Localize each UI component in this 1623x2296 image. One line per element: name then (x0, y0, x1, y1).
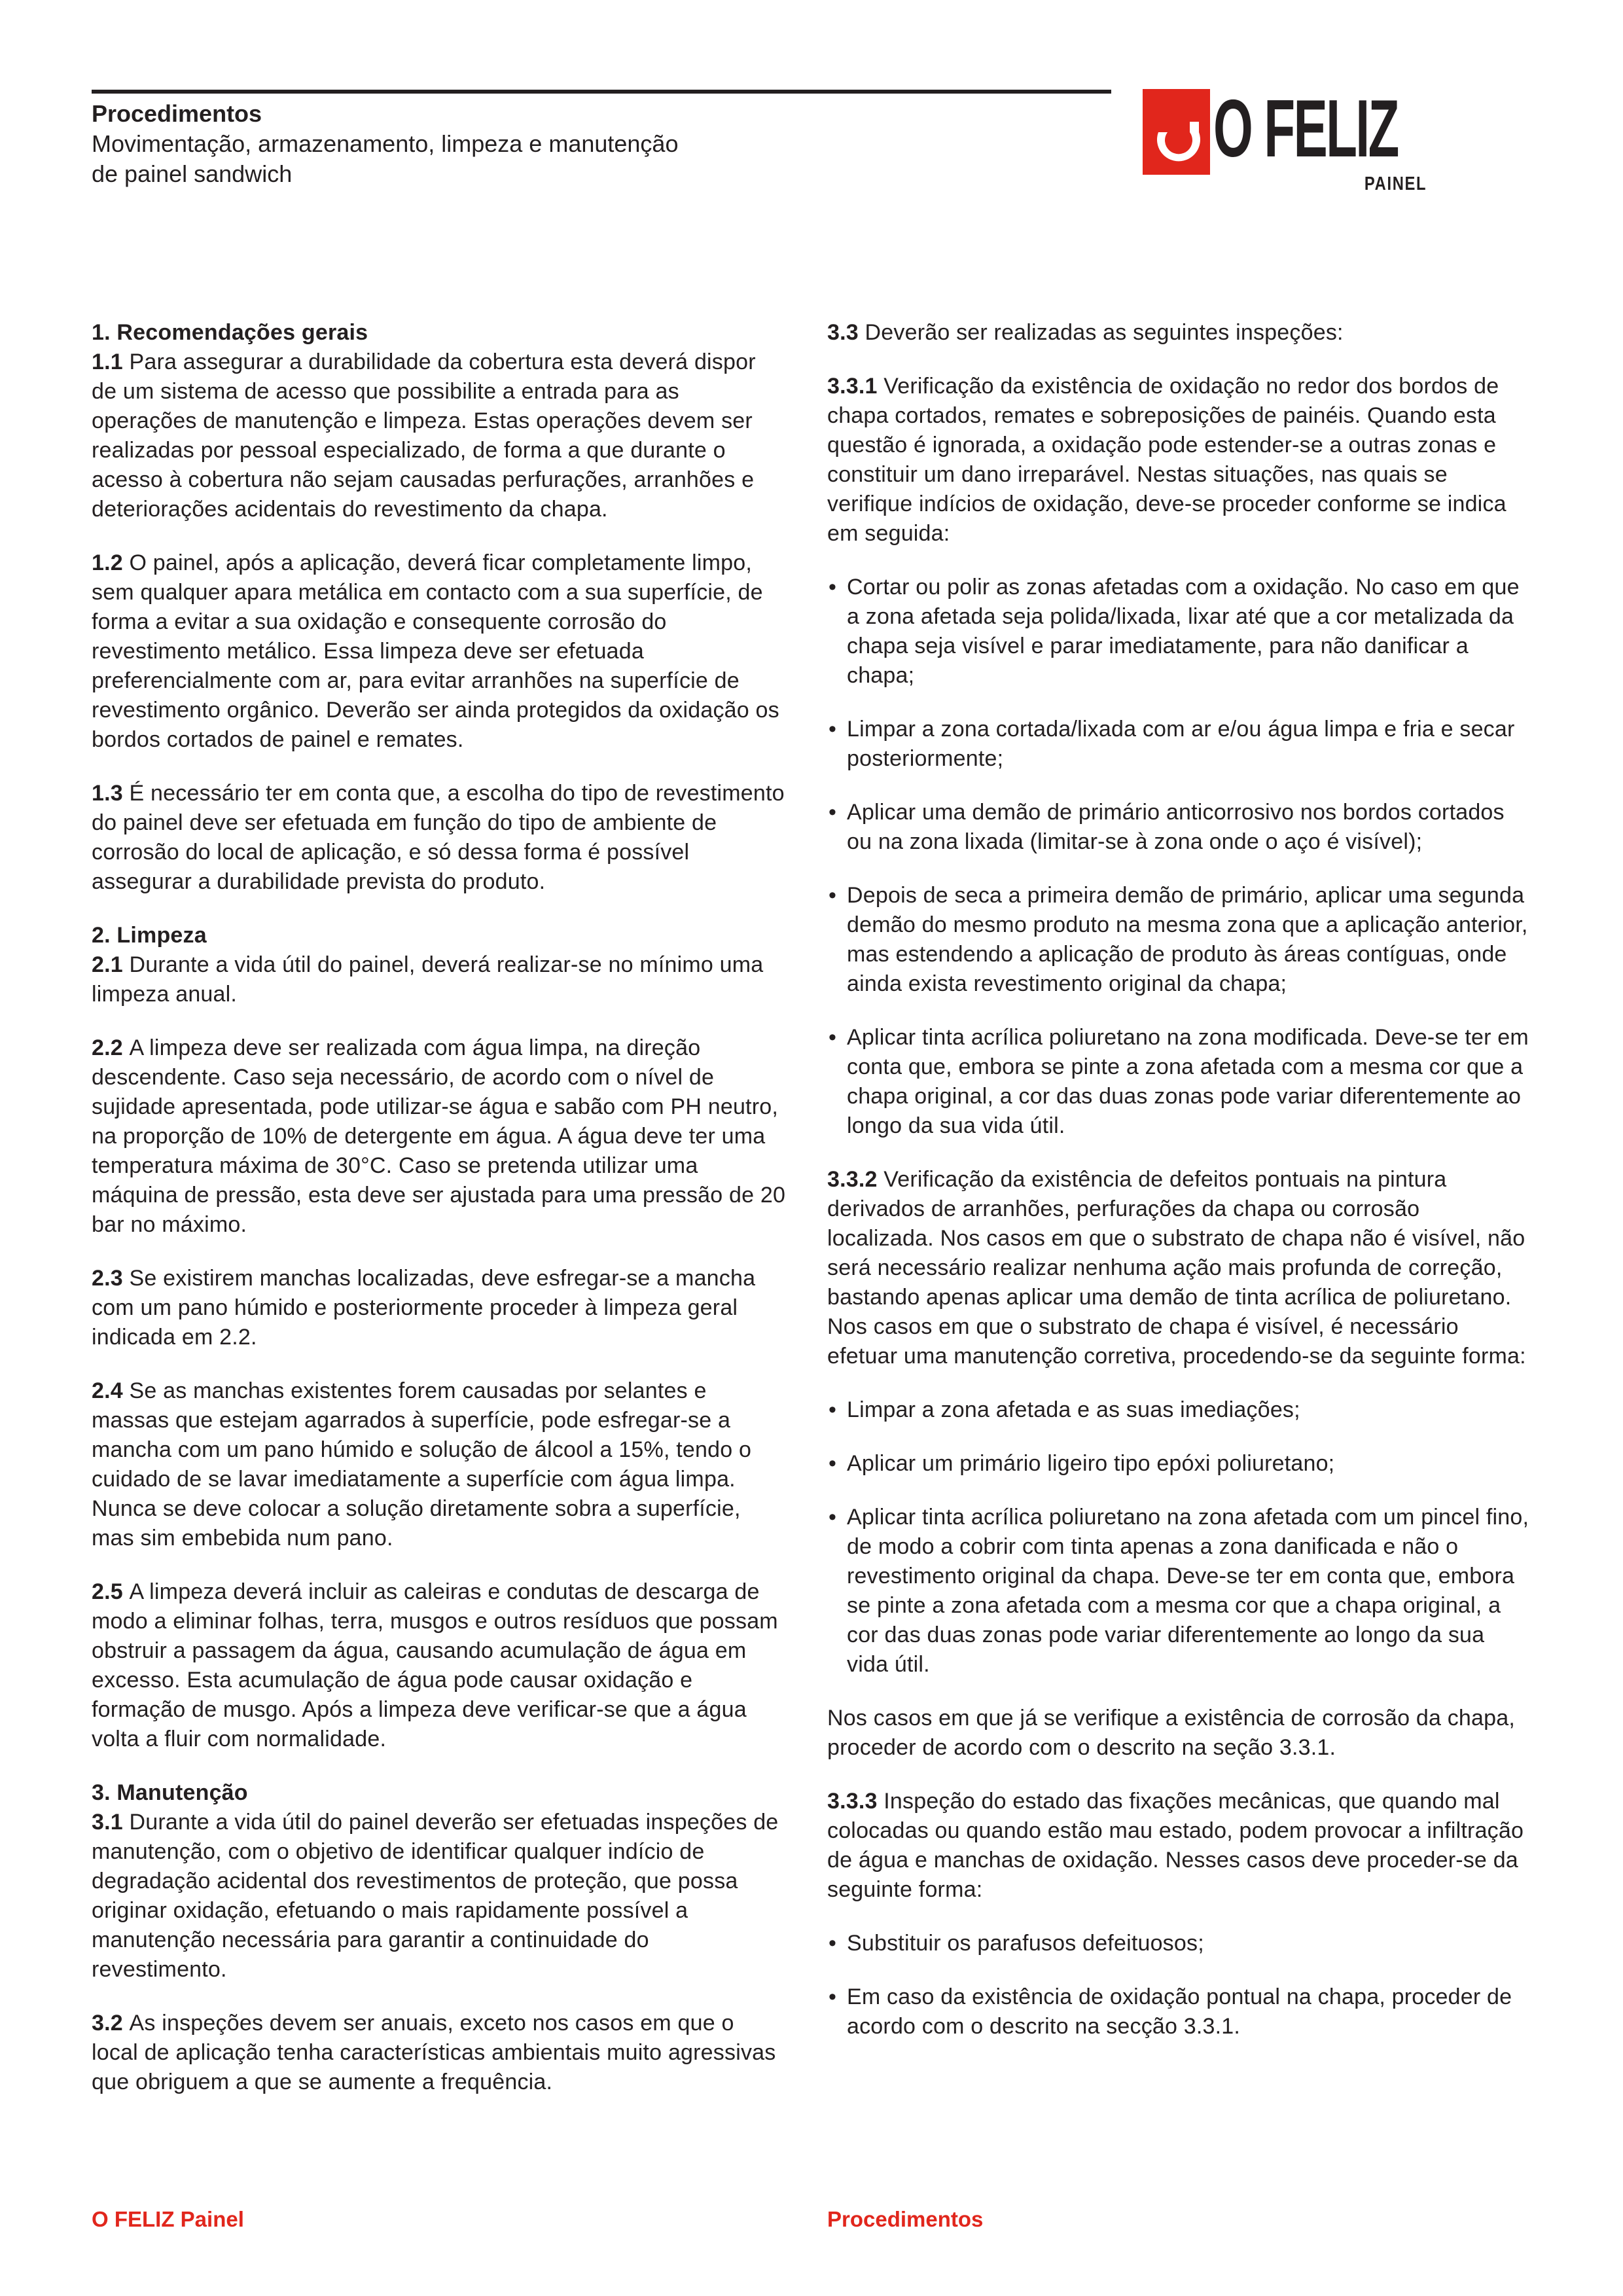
ofeliz-smile-icon (1143, 89, 1210, 175)
bullet-marker: • (829, 1451, 837, 1476)
bullet-item (827, 1449, 1531, 1479)
bullet-marker: • (829, 1505, 837, 1530)
clause-number: 2.1 (92, 952, 130, 977)
bullet-marker: • (829, 1025, 837, 1050)
paragraph-text: Durante a vida útil do painel, deverá realizar-se no mínimo uma limpeza anual. (92, 952, 764, 1007)
paragraph (92, 779, 787, 897)
paragraph (827, 318, 1531, 348)
clause-number: 2.3 (92, 1266, 130, 1291)
clause-number: 3.3.3 (827, 1789, 884, 1814)
clause-number: 1.1 (92, 350, 130, 374)
paragraph-text: As inspeções devem ser anuais, exceto nos casos em que o local de aplicação tenha características ambientais muito agressivas que obriguem a que se aumente a frequência. (92, 2011, 776, 2094)
section-heading: 1. Recomendações gerais (92, 320, 368, 345)
paragraph-text: A limpeza deve ser realizada com água limpa, na direção descendente. Caso seja necessário, de acordo com o nível de sujidade apresentada, pode utilizar-se água e sabão com PH neutro, na proporção de 10% de detergente em água. A água deve ter uma temperatura máxima de 30°C. Caso se pretenda utilizar uma máquina de pressão, esta deve ser ajustada para uma pressão de 20 bar no máximo. (92, 1035, 786, 1237)
paragraph-text: Limpar a zona cortada/lixada com ar e/ou água limpa e fria e secar posteriormente; (847, 717, 1515, 771)
section-heading: 3. Manutenção (92, 1780, 248, 1805)
paragraph-text: O painel, após a aplicação, deverá ficar completamente limpo, sem qualquer apara metálica em contacto com a sua superfície, de forma a evitar a sua oxidação e consequente corrosão do revestimento metálico. Essa limpeza deve ser efetuada preferencialmente com ar, para evitar arranhões na superfície de revestimento orgânico. Deverão ser ainda protegidos da oxidação os bordos cortados de painel e remates. (92, 550, 779, 752)
paragraph (92, 1577, 787, 1754)
paragraph (92, 1808, 787, 1984)
paragraph-text: Verificação da existência de defeitos pontuais na pintura derivados de arranhões, perfurações da chapa ou corrosão localizada. Nos casos em que o substrato de chapa não é visível, não será necessário realizar nenhuma ação mais profunda de correção, bastando apenas aplicar uma demão de tinta acrílica de poliuretano. Nos casos em que o substrato de chapa é visível, é necessário efetuar uma manutenção corretiva, procedendo-se da seguinte forma: (827, 1167, 1526, 1369)
footer-brand: O FELIZ Painel (92, 2207, 244, 2231)
bullet-marker: • (829, 1931, 837, 1956)
paragraph (92, 1264, 787, 1352)
bullet-marker: • (829, 1984, 837, 2009)
clause-number: 2.2 (92, 1035, 130, 1060)
bullet-item (827, 715, 1531, 774)
paragraph (92, 2009, 787, 2097)
bullet-item (827, 881, 1531, 999)
bullet-marker: • (829, 883, 837, 908)
paragraph (827, 1704, 1531, 1763)
brand-sub-wordmark: PAINEL (1364, 173, 1427, 194)
bullet-marker: • (829, 1397, 837, 1422)
document-header (92, 99, 678, 189)
clause-number: 3.3.1 (827, 374, 884, 399)
paragraph-text: Para assegurar a durabilidade da cobertura esta deverá dispor de um sistema de acesso que possibilite a entrada para as operações de manutenção e limpeza. Estas operações devem ser realizadas por pessoal especializado, de forma a que durante o acesso à cobertura não sejam causadas perfurações, arranhões e deteriorações acidentais do revestimento da chapa. (92, 350, 756, 522)
paragraph (827, 1165, 1531, 1371)
paragraph-text: Se as manchas existentes forem causadas por selantes e massas que estejam agarrados à superfície, pode esfregar-se a mancha com um pano húmido e solução de álcool a 15%, tendo o cuidado de se lavar imediatamente a superfície com água limpa. Nunca se deve colocar a solução diretamente sobra a superfície, mas sim embebida num pano. (92, 1378, 752, 1551)
paragraph-text: Aplicar uma demão de primário anticorrosivo nos bordos cortados ou na zona lixada (limitar-se à zona onde o aço é visível); (847, 800, 1505, 854)
paragraph-text: Durante a vida útil do painel deverão ser efetuadas inspeções de manutenção, com o objetivo de identificar qualquer indício de degradação acidental dos revestimentos de proteção, que possa originar oxidação, efetuando o mais rapidamente possível a manutenção necessária para garantir a continuidade do revestimento. (92, 1810, 779, 1982)
paragraph-text: Verificação da existência de oxidação no redor dos bordos de chapa cortados, remates e sobreposições de painéis. Quando esta questão é ignorada, a oxidação pode estender-se a outras zonas e constituir um dano irreparável. Nestas situações, nas quais se verifique indícios de oxidação, deve-se proceder conforme se indica em seguida: (827, 374, 1507, 546)
paragraph-text: Inspeção do estado das fixações mecânicas, que quando mal colocadas ou quando estão mau estado, podem provocar a infiltração de água e manchas de oxidação. Nesses casos deve proceder-se da seguinte forma: (827, 1789, 1524, 1902)
paragraph (92, 348, 787, 524)
bullet-item (827, 1395, 1531, 1425)
document-body (92, 318, 1531, 2121)
paragraph-text: Aplicar tinta acrílica poliuretano na zona modificada. Deve-se ter em conta que, embora se pinte a zona afetada com a mesma cor que a chapa original, a cor das duas zonas pode variar diferentemente ao longo da sua vida útil. (847, 1025, 1529, 1138)
left-column (92, 318, 787, 2121)
header-rule (92, 90, 1111, 94)
bullet-item (827, 1982, 1531, 2041)
paragraph-text: Nos casos em que já se verifique a existência de corrosão da chapa, proceder de acordo com o descrito na seção 3.3.1. (827, 1706, 1515, 1760)
clause-number: 3.2 (92, 2011, 130, 2036)
paragraph-text: Em caso da existência de oxidação pontual na chapa, proceder de acordo com o descrito na secção 3.3.1. (847, 1984, 1512, 2039)
paragraph-text: Limpar a zona afetada e as suas imediações; (847, 1397, 1300, 1422)
bullet-item (827, 1929, 1531, 1958)
page-subtitle-line1: Movimentação, armazenamento, limpeza e manutenção (92, 130, 679, 157)
paragraph-text: Cortar ou polir as zonas afetadas com a oxidação. No caso em que a zona afetada seja polida/lixada, lixar até que a cor metalizada da chapa seja visível e parar imediatamente, para não danificar a chapa; (847, 575, 1520, 688)
brand-wordmark: O FELIZ (1213, 84, 1398, 174)
clause-number: 2.4 (92, 1378, 130, 1403)
paragraph (92, 1376, 787, 1553)
bullet-marker: • (829, 800, 837, 825)
clause-number: 1.3 (92, 781, 130, 806)
clause-number: 3.3 (827, 320, 865, 345)
page-title: Procedimentos (92, 100, 262, 127)
paragraph (92, 548, 787, 755)
clause-number: 3.3.2 (827, 1167, 884, 1192)
paragraph (92, 1033, 787, 1240)
bullet-item (827, 1503, 1531, 1679)
right-column (827, 318, 1531, 2121)
paragraph-text: Deverão ser realizadas as seguintes inspeções: (865, 320, 1344, 345)
bullet-marker: • (829, 717, 837, 742)
page-subtitle-line2: de painel sandwich (92, 160, 293, 187)
paragraph-text: Se existirem manchas localizadas, deve esfregar-se a mancha com um pano húmido e posteriormente proceder à limpeza geral indicada em 2.2. (92, 1266, 756, 1350)
paragraph-text: Aplicar um primário ligeiro tipo epóxi poliuretano; (847, 1451, 1335, 1476)
paragraph (827, 1787, 1531, 1905)
footer-doc-title: Procedimentos (827, 2207, 984, 2231)
bullet-item (827, 1023, 1531, 1141)
paragraph-text: Substituir os parafusos defeituosos; (847, 1931, 1204, 1956)
clause-number: 2.5 (92, 1579, 130, 1604)
paragraph (92, 950, 787, 1009)
bullet-marker: • (829, 575, 837, 600)
bullet-item (827, 573, 1531, 691)
paragraph-text: É necessário ter em conta que, a escolha do tipo de revestimento do painel deve ser efetuada em função do tipo de ambiente de corrosão do local de aplicação, e só dessa forma é possível assegurar a durabilidade prevista do produto. (92, 781, 785, 894)
paragraph-text: Aplicar tinta acrílica poliuretano na zona afetada com um pincel fino, de modo a cobrir com tinta apenas a zona danificada e não o revestimento original da chapa. Deve-se ter em conta que, embora se pinte a zona afetada com a mesma cor que a chapa original, a cor das duas zonas pode variar diferentemente ao longo da sua vida útil. (847, 1505, 1529, 1677)
paragraph-text: A limpeza deverá incluir as caleiras e condutas de descarga de modo a eliminar folhas, terra, musgos e outros resíduos que possam obstruir a passagem da água, causando acumulação de água em excesso. Esta acumulação de água pode causar oxidação e formação de musgo. Após a limpeza deve verificar-se que a água volta a fluir com normalidade. (92, 1579, 778, 1751)
clause-number: 1.2 (92, 550, 130, 575)
paragraph (827, 372, 1531, 548)
section-heading: 2. Limpeza (92, 923, 207, 948)
paragraph-text: Depois de seca a primeira demão de primário, aplicar uma segunda demão do mesmo produto na mesma zona que a aplicação anterior, mas estendendo a aplicação de produto às áreas contíguas, onde ainda exista revestimento original da chapa; (847, 883, 1528, 996)
clause-number: 3.1 (92, 1810, 130, 1835)
bullet-item (827, 798, 1531, 857)
